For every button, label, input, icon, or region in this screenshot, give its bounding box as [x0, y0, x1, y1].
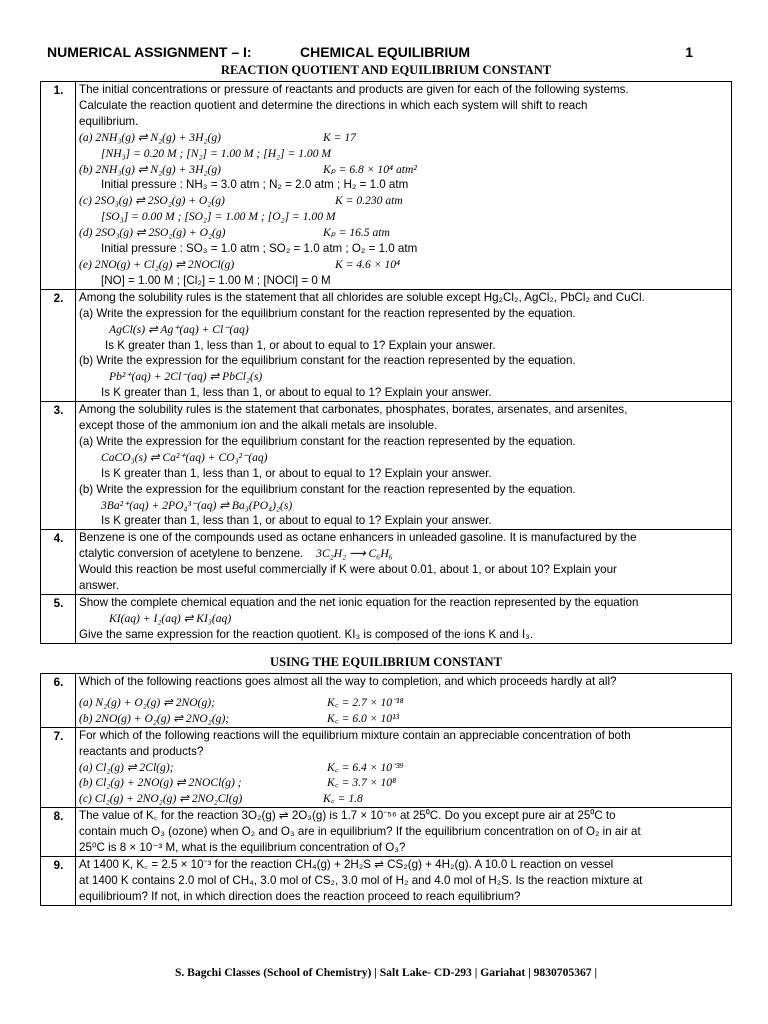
equilibrium-constant: Kₚ = 16.5 atm: [323, 226, 390, 240]
question-text: The value of K꜀ for the reaction 3O₂(g) ⇌ 2O₃(g) is 1.7 × 10⁻⁵⁶ at 25⁰C. Do you except pure air at 25⁰C to: [79, 809, 616, 823]
equilibrium-constant: K꜀ = 1.8: [323, 792, 363, 806]
question-text: (a) Write the expression for the equilibrium constant for the reaction represented by the equation.: [79, 434, 576, 448]
question-text: Is K greater than 1, less than 1, or about to equal to 1? Explain your answer.: [101, 386, 492, 400]
reaction-equation: (b) 2NH₃(g) ⇌ N₂(g) + 3H₂(g): [79, 162, 222, 176]
question-text: Would this reaction be most useful commercially if K were about 0.01, about 1, or about 10? Explain your: [79, 563, 617, 577]
question-row: [41, 808, 732, 857]
question-number: 4.: [41, 530, 76, 595]
section-heading-reaction-quotient: REACTION QUOTIENT AND EQUILIBRIUM CONSTANT: [220, 63, 552, 77]
question-row: [41, 856, 732, 905]
question-row: [41, 402, 732, 530]
question-row: [41, 530, 732, 595]
question-text: Is K greater than 1, less than 1, or about to equal to 1? Explain your answer.: [101, 466, 492, 480]
reaction-equation: (d) 2SO₃(g) ⇌ 2SO₂(g) + O₂(g): [79, 226, 226, 240]
question-text: at 1400 K contains 2.0 mol of CH₄, 3.0 mol of CS₂, 3.0 mol of H₂ and 4.0 mol of H₂S. Is the reaction mixture at: [79, 873, 643, 887]
page-footer: S. Bagchi Classes (School of Chemistry) | Salt Lake- CD-293 | Gariahat | 9830705367 |: [174, 966, 598, 979]
question-text: Which of the following reactions goes almost all the way to completion, and which proceeds hardly at all?: [79, 675, 617, 688]
equilibrium-constant: K꜀ = 6.4 × 10⁻³⁹: [327, 760, 404, 774]
reaction-equation: AgCl(s) ⇌ Ag⁺(aq) + Cl⁻(aq): [109, 322, 249, 336]
question-text: Among the solubility rules is the statement that all chlorides are soluble except Hg₂Cl₂, AgCl₂, PbCl₂ and CuCl.: [79, 290, 645, 304]
reaction-equation: (b) 2NO(g) + O₂(g) ⇌ 2NO₂(g);: [79, 711, 230, 725]
question-text: equilibrium.: [79, 114, 139, 128]
question-number: 9.: [41, 856, 76, 905]
question-body: [76, 82, 732, 290]
questions-table-1: [40, 81, 732, 644]
reaction-equation: (a) Cl₂(g) ⇌ 2Cl(g);: [79, 760, 174, 774]
section-heading-using-equilibrium-constant: USING THE EQUILIBRIUM CONSTANT: [270, 655, 502, 669]
question-number: 6.: [41, 674, 76, 728]
equilibrium-constant: Kₚ = 6.8 × 10⁴ atm²: [323, 162, 417, 176]
question-body: [76, 674, 732, 728]
question-body: [76, 289, 732, 401]
initial-pressure-values: Initial pressure : SO₃ = 1.0 atm ; SO₂ = 1.0 atm ; O₂ = 1.0 atm: [101, 242, 418, 256]
question-text: Is K greater than 1, less than 1, or about to equal to 1? Explain your answer.: [101, 514, 492, 528]
questions-table-2: [40, 673, 732, 906]
reaction-equation: CaCO₃(s) ⇌ Ca²⁺(aq) + CO₃²⁻(aq): [101, 450, 268, 464]
question-number: 5.: [41, 595, 76, 644]
equilibrium-constant: K = 4.6 × 10⁴: [335, 257, 401, 271]
page-header: [47, 44, 693, 62]
question-text: Is K greater than 1, less than 1, or about to equal to 1? Explain your answer.: [105, 338, 496, 352]
question-number: 8.: [41, 808, 76, 857]
question-row: [41, 674, 732, 728]
question-text: Show the complete chemical equation and the net ionic equation for the reaction represented by the equation: [79, 596, 639, 609]
reaction-equation: (c) Cl₂(g) + 2NO₂(g) ⇌ 2NO₂Cl(g): [79, 792, 243, 806]
reaction-equation: (e) 2NO(g) + Cl₂(g) ⇌ 2NOCl(g): [79, 257, 235, 271]
question-row: [41, 289, 732, 401]
question-text: Give the same expression for the reaction quotient. KI₃ is composed of the ions K and I₃.: [79, 627, 534, 641]
page-number: 1: [685, 44, 693, 60]
concentration-values: [NH₃] = 0.20 M ; [N₂] = 1.00 M ; [H₂] = 1.00 M: [101, 146, 332, 160]
question-text: Among the solubility rules is the statement that carbonates, phosphates, borates, arsenates, and arsenites,: [79, 403, 628, 417]
initial-pressure-values: Initial pressure : NH₃ = 3.0 atm ; N₂ = 2.0 atm ; H₂ = 1.0 atm: [101, 178, 409, 192]
concentration-values: [NO] = 1.00 M ; [Cl₂] = 1.00 M ; [NOCl] = 0 M: [101, 273, 331, 287]
reaction-equation: (c) 2SO₃(g) ⇌ 2SO₂(g) + O₂(g): [79, 194, 225, 208]
question-text: For which of the following reactions will the equilibrium mixture contain an appreciable concentration of both: [79, 728, 631, 742]
question-text: The initial concentrations or pressure of reactants and products are given for each of the following systems.: [79, 83, 629, 96]
equilibrium-constant: K = 17: [323, 130, 356, 144]
concentration-values: [SO₃] = 0.00 M ; [SO₂] = 1.00 M ; [O₂] = 1.00 M: [101, 210, 336, 224]
question-row: [41, 595, 732, 644]
question-text: reactants and products?: [79, 744, 204, 758]
question-text: answer.: [79, 579, 119, 593]
reaction-equation: KI(aq) + I₂(aq) ⇌ KI₃(aq): [109, 611, 232, 625]
reaction-equation: (b) Cl₂(g) + 2NO(g) ⇌ 2NOCl(g) ;: [79, 776, 242, 790]
reaction-equation: 3C₂H₂ ⟶ C₆H₆: [316, 547, 393, 561]
assignment-title: NUMERICAL ASSIGNMENT – I:: [47, 44, 252, 60]
question-text: except those of the ammonium ion and the alkali metals are insoluble.: [79, 419, 438, 433]
equilibrium-constant: K꜀ = 6.0 × 10¹³: [327, 711, 400, 725]
reaction-equation: Pb²⁺(aq) + 2Cl⁻(aq) ⇌ PbCl₂(s): [109, 370, 263, 384]
question-text: Benzene is one of the compounds used as octane enhancers in unleaded gasoline. It is manufactured by the: [79, 531, 637, 545]
question-number: 3.: [41, 402, 76, 530]
question-text: At 1400 K, K꜀ = 2.5 × 10⁻³ for the reaction CH₄(g) + 2H₂S ⇌ CS₂(g) + 4H₂(g). A 10.0 L reaction on vessel: [79, 857, 614, 871]
equilibrium-constant: K꜀ = 2.7 × 10⁻¹⁸: [327, 695, 404, 709]
question-text: (b) Write the expression for the equilibrium constant for the reaction represented by the equation.: [79, 354, 576, 368]
question-text: Calculate the reaction quotient and determine the directions in which each system will shift to reach: [79, 98, 588, 112]
reaction-equation: (a) 2NH₃(g) ⇌ N₂(g) + 3H₂(g): [79, 130, 222, 144]
question-body: [76, 727, 732, 808]
question-body: [76, 595, 732, 644]
question-text: ctalytic conversion of acetylene to benzene.: [79, 547, 304, 561]
question-body: [76, 402, 732, 530]
reaction-equation: 3Ba²⁺(aq) + 2PO₄³⁻(aq) ⇌ Ba₃(PO₄)₂(s): [101, 498, 293, 512]
equilibrium-constant: K = 0.230 atm: [335, 194, 403, 208]
question-text: (a) Write the expression for the equilibrium constant for the reaction represented by the equation.: [79, 306, 576, 320]
question-text: contain much O₃ (ozone) when O₂ and O₃ are in equilibrium? If the equilibrium concentration on of O₂ in air at: [79, 825, 641, 839]
equilibrium-constant: K꜀ = 3.7 × 10⁸: [327, 776, 397, 790]
question-row: [41, 82, 732, 290]
question-number: 1.: [41, 82, 76, 290]
question-text: 25⁰C is 8 × 10⁻³ M, what is the equilibrium concentration of O₃?: [79, 841, 406, 855]
question-text: (b) Write the expression for the equilibrium constant for the reaction represented by the equation.: [79, 482, 576, 496]
question-row: [41, 727, 732, 808]
question-number: 2.: [41, 289, 76, 401]
question-body: [76, 530, 732, 595]
question-body: [76, 856, 732, 905]
question-text: equilibrioum? If not, in which direction does the reaction proceed to reach equilibrium?: [79, 889, 521, 903]
topic-title: CHEMICAL EQUILIBRIUM: [300, 44, 471, 60]
reaction-equation: (a) N₂(g) + O₂(g) ⇌ 2NO(g);: [79, 695, 216, 709]
question-number: 7.: [41, 727, 76, 808]
question-body: [76, 808, 732, 857]
